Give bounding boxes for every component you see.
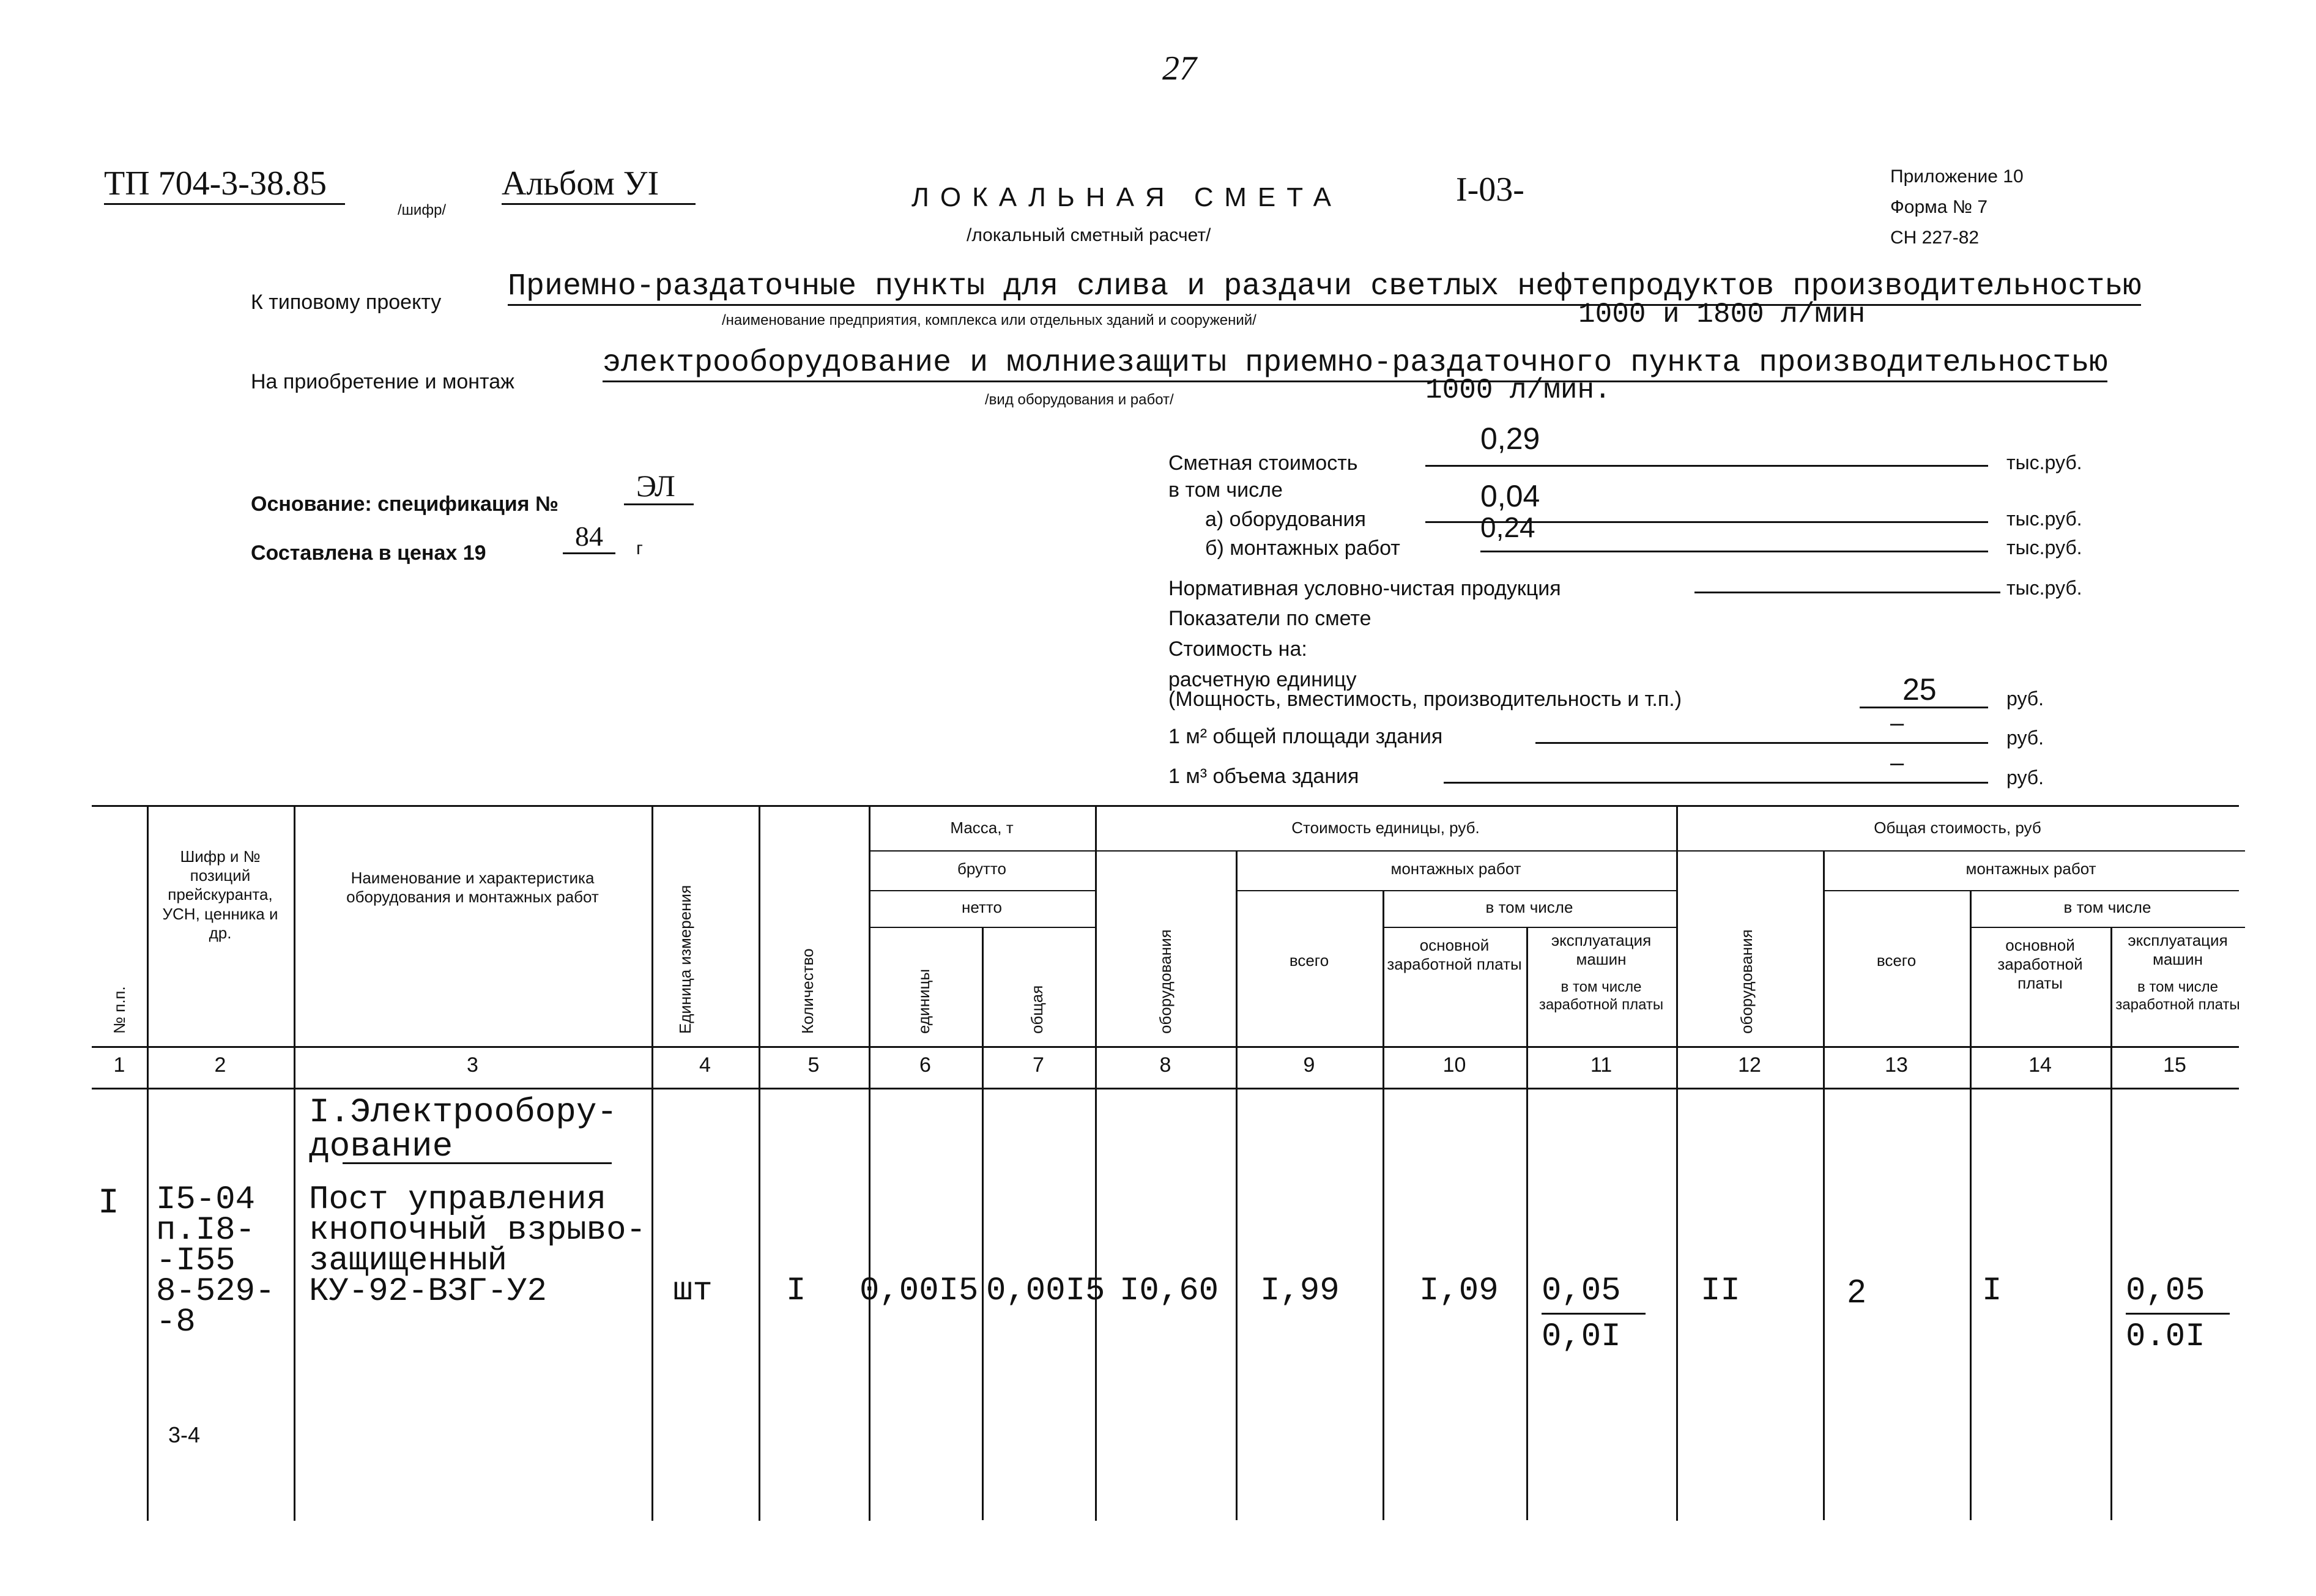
- col-number: 15: [2163, 1053, 2186, 1077]
- project-note: /наименование предприятия, комплекса или отдельных зданий и сооружений/: [722, 312, 1256, 328]
- document-subtitle: /локальный сметный расчет/: [967, 225, 1211, 245]
- purchase-note: /вид оборудования и работ/: [985, 392, 1174, 408]
- volume-value: –: [1890, 749, 1904, 776]
- col-number: 8: [1159, 1053, 1171, 1077]
- col-total-mass-header: общая: [1028, 985, 1046, 1034]
- cost-unit: тыс.руб.: [2006, 451, 2082, 473]
- row-base-wage: І,09: [1419, 1272, 1499, 1310]
- col-code-header: Шифр и № позиций прейскуранта, УСН, ценника и др.: [162, 847, 278, 942]
- unit-calc-label: расчетную единицу: [1168, 668, 1357, 691]
- estimate-number: І-03-: [1456, 171, 1524, 209]
- norm-production-unit: тыс.руб.: [2006, 577, 2082, 599]
- row-qty: І: [786, 1272, 806, 1310]
- col-number: 11: [1590, 1053, 1613, 1077]
- document-title: ЛОКАЛЬНАЯ СМЕТА: [911, 182, 1342, 212]
- col-unit-header: Единица измерения: [676, 885, 694, 1034]
- page-number: 27: [1162, 50, 1197, 87]
- col-total-equipment-header: оборудования: [1737, 929, 1756, 1034]
- install-value: 0,24: [1480, 511, 1535, 543]
- cost-label: Сметная стоимость: [1168, 451, 1358, 475]
- col-total-machine-note: в том числе заработной платы: [2115, 979, 2240, 1013]
- area-label: 1 м² общей площади здания: [1168, 725, 1443, 748]
- norm-production-label: Нормативная условно-чистая продукция: [1168, 577, 1561, 600]
- col-number: 3: [467, 1053, 478, 1077]
- row-total-install: 2: [1847, 1273, 1866, 1310]
- row-name-1: Пост управления: [309, 1181, 607, 1219]
- col-qty-header: Количество: [798, 948, 817, 1034]
- prices-year: 84: [563, 520, 615, 554]
- row-number: І: [98, 1184, 119, 1223]
- col-number: 7: [1033, 1053, 1044, 1077]
- row-name-4: КУ-92-ВЗГ-У2: [309, 1273, 547, 1310]
- install-unit: тыс.руб.: [2006, 536, 2082, 559]
- project-code: ТП 704-3-38.85: [104, 164, 345, 205]
- unit-calc-rub: руб.: [2006, 688, 2044, 710]
- row-page-ref: 3-4: [168, 1422, 201, 1447]
- purchase-value-2: 1000 л/мин.: [1425, 374, 1611, 406]
- row-total-machine-wage: 0.0І: [2126, 1318, 2205, 1356]
- col-number: 5: [807, 1053, 820, 1077]
- prices-suffix: г: [636, 538, 643, 559]
- volume-label: 1 м³ объема здания: [1168, 765, 1359, 788]
- col-total-all-header: всего: [1876, 951, 1917, 970]
- col-name-header: Наименование и характеристика оборудования и монтажных работ: [346, 869, 599, 907]
- area-value: –: [1890, 710, 1904, 737]
- total-cost-header: Общая стоимость, руб: [1874, 818, 2041, 837]
- col-num-header: № п.п.: [110, 986, 128, 1034]
- col-number: 4: [699, 1053, 711, 1077]
- row-equipment-cost: І0,60: [1119, 1272, 1219, 1310]
- col-total-base-wage-header: основной заработной платы: [1997, 936, 2083, 993]
- install-label: б) монтажных работ: [1205, 536, 1400, 560]
- col-number: 13: [1885, 1053, 1908, 1077]
- col-per-unit-header: единицы: [915, 968, 933, 1034]
- cost-value: 0,29: [1480, 421, 1540, 456]
- install-header: монтажных работ: [1390, 859, 1521, 878]
- col-number: 6: [919, 1053, 931, 1077]
- area-rub: руб.: [2006, 727, 2044, 749]
- norm-label: СН 227-82: [1890, 228, 1980, 248]
- appendix-label: Приложение 10: [1890, 166, 2024, 187]
- col-base-wage-header: основной заработной платы: [1387, 936, 1522, 974]
- col-all-header: всего: [1289, 951, 1329, 970]
- incl-label: в том числе: [1168, 478, 1283, 502]
- row-name-3: защищенный: [309, 1242, 508, 1280]
- col-number: 9: [1303, 1053, 1315, 1077]
- project-code-note: /шифр/: [398, 202, 447, 218]
- col-number: 10: [1442, 1053, 1466, 1077]
- col-machine-header: эксплуатация машин: [1551, 931, 1652, 969]
- col-number: 12: [1738, 1053, 1761, 1077]
- incl-header: в том числе: [1485, 898, 1573, 916]
- unit-calc-value: 25: [1902, 672, 1937, 707]
- basis-value: ЭЛ: [624, 468, 694, 505]
- col-number: 14: [2028, 1053, 2052, 1077]
- row-code-1: І5-04: [156, 1181, 256, 1219]
- purchase-label: На приобретение и монтаж: [251, 370, 514, 393]
- basis-label: Основание: спецификация №: [251, 492, 559, 516]
- row-mass-total: 0,00І5: [986, 1272, 1105, 1310]
- total-incl-header: в том числе: [2063, 898, 2151, 916]
- row-machine: 0,05: [1542, 1272, 1621, 1310]
- col-total-machine-header: эксплуатация машин: [2128, 931, 2228, 969]
- col-number: 1: [113, 1053, 125, 1077]
- project-value: Приемно-раздаточные пункты для слива и раздачи светлых нефтепродуктов производительностью: [508, 269, 2141, 306]
- col-number: 2: [214, 1053, 226, 1077]
- col-machine-note: в том числе заработной платы: [1538, 979, 1664, 1013]
- row-name-2: кнопочный взрыво-: [309, 1212, 646, 1249]
- section-title: І.Электрообору- дование: [309, 1093, 618, 1166]
- row-machine-wage: 0,0І: [1542, 1318, 1621, 1356]
- row-code-5: -8: [156, 1304, 196, 1341]
- row-total-equipment: ІІ: [1701, 1272, 1740, 1310]
- equipment-value: 0,04: [1480, 479, 1540, 513]
- project-label: К типовому проекту: [251, 291, 442, 314]
- row-mass-unit: 0,00І5: [859, 1272, 979, 1310]
- prices-label: Составлена в ценах 19: [251, 541, 486, 565]
- unit-calc-note: (Мощность, вместимость, производительность и т.п.): [1168, 688, 1682, 711]
- row-unit: шт: [673, 1272, 713, 1310]
- equipment-unit: тыс.руб.: [2006, 508, 2082, 530]
- row-code-3: -І55: [156, 1242, 236, 1280]
- purchase-value: электрооборудование и молниезащиты приемно-раздаточного пункта производительностью: [603, 346, 2107, 382]
- row-code-2: п.І8-: [156, 1212, 256, 1249]
- row-install-all: І,99: [1260, 1272, 1340, 1310]
- form-label: Форма № 7: [1890, 197, 1988, 217]
- album-label: Альбом УІ: [502, 164, 696, 205]
- brutto-header: брутто: [957, 859, 1007, 878]
- mass-header: Масса, т: [950, 818, 1014, 837]
- row-total-machine: 0,05: [2126, 1272, 2205, 1310]
- netto-header: нетто: [962, 898, 1002, 916]
- indicators-label: Показатели по смете: [1168, 607, 1371, 630]
- equipment-label: а) оборудования: [1205, 508, 1366, 531]
- unit-cost-header: Стоимость единицы, руб.: [1291, 818, 1480, 837]
- cost-on-label: Стоимость на:: [1168, 637, 1307, 661]
- volume-rub: руб.: [2006, 766, 2044, 789]
- col-equipment-header: оборудования: [1156, 929, 1175, 1034]
- total-install-header: монтажных работ: [1965, 859, 2096, 878]
- row-code-4: 8-529-: [156, 1273, 275, 1310]
- project-value-2: 1000 и 1800 л/мин: [1578, 299, 1866, 330]
- row-total-base-wage: І: [1982, 1272, 2002, 1310]
